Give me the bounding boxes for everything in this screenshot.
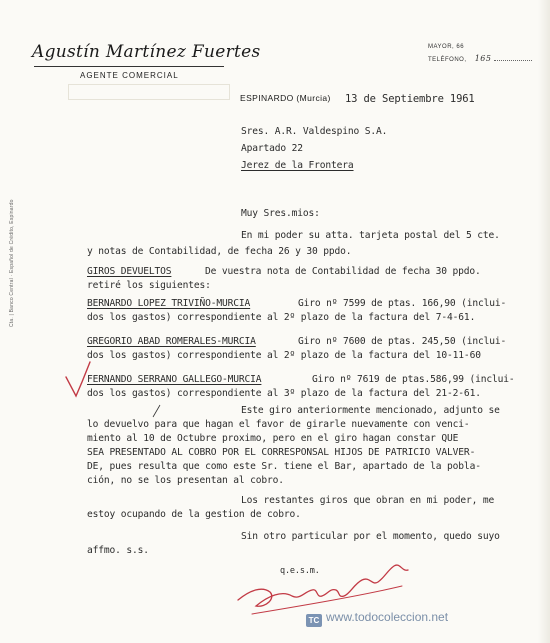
para-line-4: SEA PRESENTADO AL COBRO POR EL CORRESPONSAL HIJOS DE PATRICIO VALVER- [87,447,476,458]
item-2-name: GREGORIO ABAD ROMERALES-MURCIA [87,336,256,347]
closing-line-2: affmo. s.s. [87,545,149,556]
item-3-line-2: dos los gastos) correspondiente al 3º plazo de la factura del 21-2-61. [87,388,481,399]
recipient-line-2: Apartado 22 [241,143,303,154]
todocoleccion-logo-icon: TC [306,614,322,627]
signature-icon [238,565,408,606]
intro-line-2: y notas de Contabilidad, de fecha 26 y 30 ppdo. [87,246,352,257]
item-1-rest: Giro nº 7599 de ptas. 166,90 (inclui- [298,298,507,309]
closing-line-1: Sin otro particular por el momento, quedo suyo [241,531,500,542]
para-line-6: ción, no se los presentan al cobro. [87,475,284,486]
salutation: Muy Sres.mios: [241,208,320,219]
place-line: ESPINARDO (Murcia) [240,93,331,103]
watermark [306,610,448,627]
recipient-line-1: Sres. A.R. Valdespino S.A. [241,126,388,137]
letterhead-subtitle: AGENTE COMERCIAL [80,71,179,80]
address-text: MAYOR, 66 [428,44,465,50]
para-line-2: lo devuelvo para que hagan el favor de girarle nuevamente con venci- [87,419,470,430]
note-tick-icon [153,405,160,417]
item-3-name: FERNANDO SERRANO GALLEGO-MURCIA [87,374,262,385]
watermark-text: www.todocoleccion.net [326,610,449,624]
item-2-line-2: dos los gastos) correspondiente al 2º plazo de la factura del 10-11-60 [87,350,481,361]
qesm-line: q.e.s.m. [280,566,320,576]
para-line-3: miento al 10 de Octubre proximo, pero en el giro hagan constar QUE [87,433,459,444]
letterhead-name: Agustín Martínez Fuertes [32,42,261,62]
recipient-line-3: Jerez de la Frontera [241,160,354,171]
item-1-name: BERNARDO LOPEZ TRIVIÑO-MURCIA [87,298,251,309]
item-2-rest: Giro nº 7600 de ptas. 245,50 (inclui- [298,336,507,347]
para-line-5: DE, pues resulta que como este Sr. tiene el Bar, apartado de la pobla- [87,461,481,472]
item-3-rest: Giro nº 7619 de ptas.586,99 (inclui- [312,374,515,385]
retire-line: retiré los siguientes: [87,280,211,291]
para2-line-1: Los restantes giros que obran en mi poder, me [241,495,495,506]
vertical-bank-note: Cta. | Banco Central · Español de Crédito, Espinardo [9,199,15,327]
para-line-1: Este giro anteriormente mencionado, adjunto se [241,405,500,416]
item-1-line-2: dos los gastos) correspondiente al 2º plazo de la factura del 7-4-61. [87,312,476,323]
section-title-rest: De vuestra nota de Contabilidad de fecha 30 ppdo. [205,266,481,277]
section-title: GIROS DEVUELTOS [87,266,172,277]
phone-label: TELÉFONO, [428,57,467,63]
check-mark-icon [66,362,90,396]
para2-line-2: estoy ocupando de la gestion de cobro. [87,509,301,520]
letter-date: 13 de Septiembre 1961 [345,93,475,105]
phone-value: 165 [474,54,492,63]
intro-line-1: En mi poder su atta. tarjeta postal del 5 cte. [241,230,500,241]
